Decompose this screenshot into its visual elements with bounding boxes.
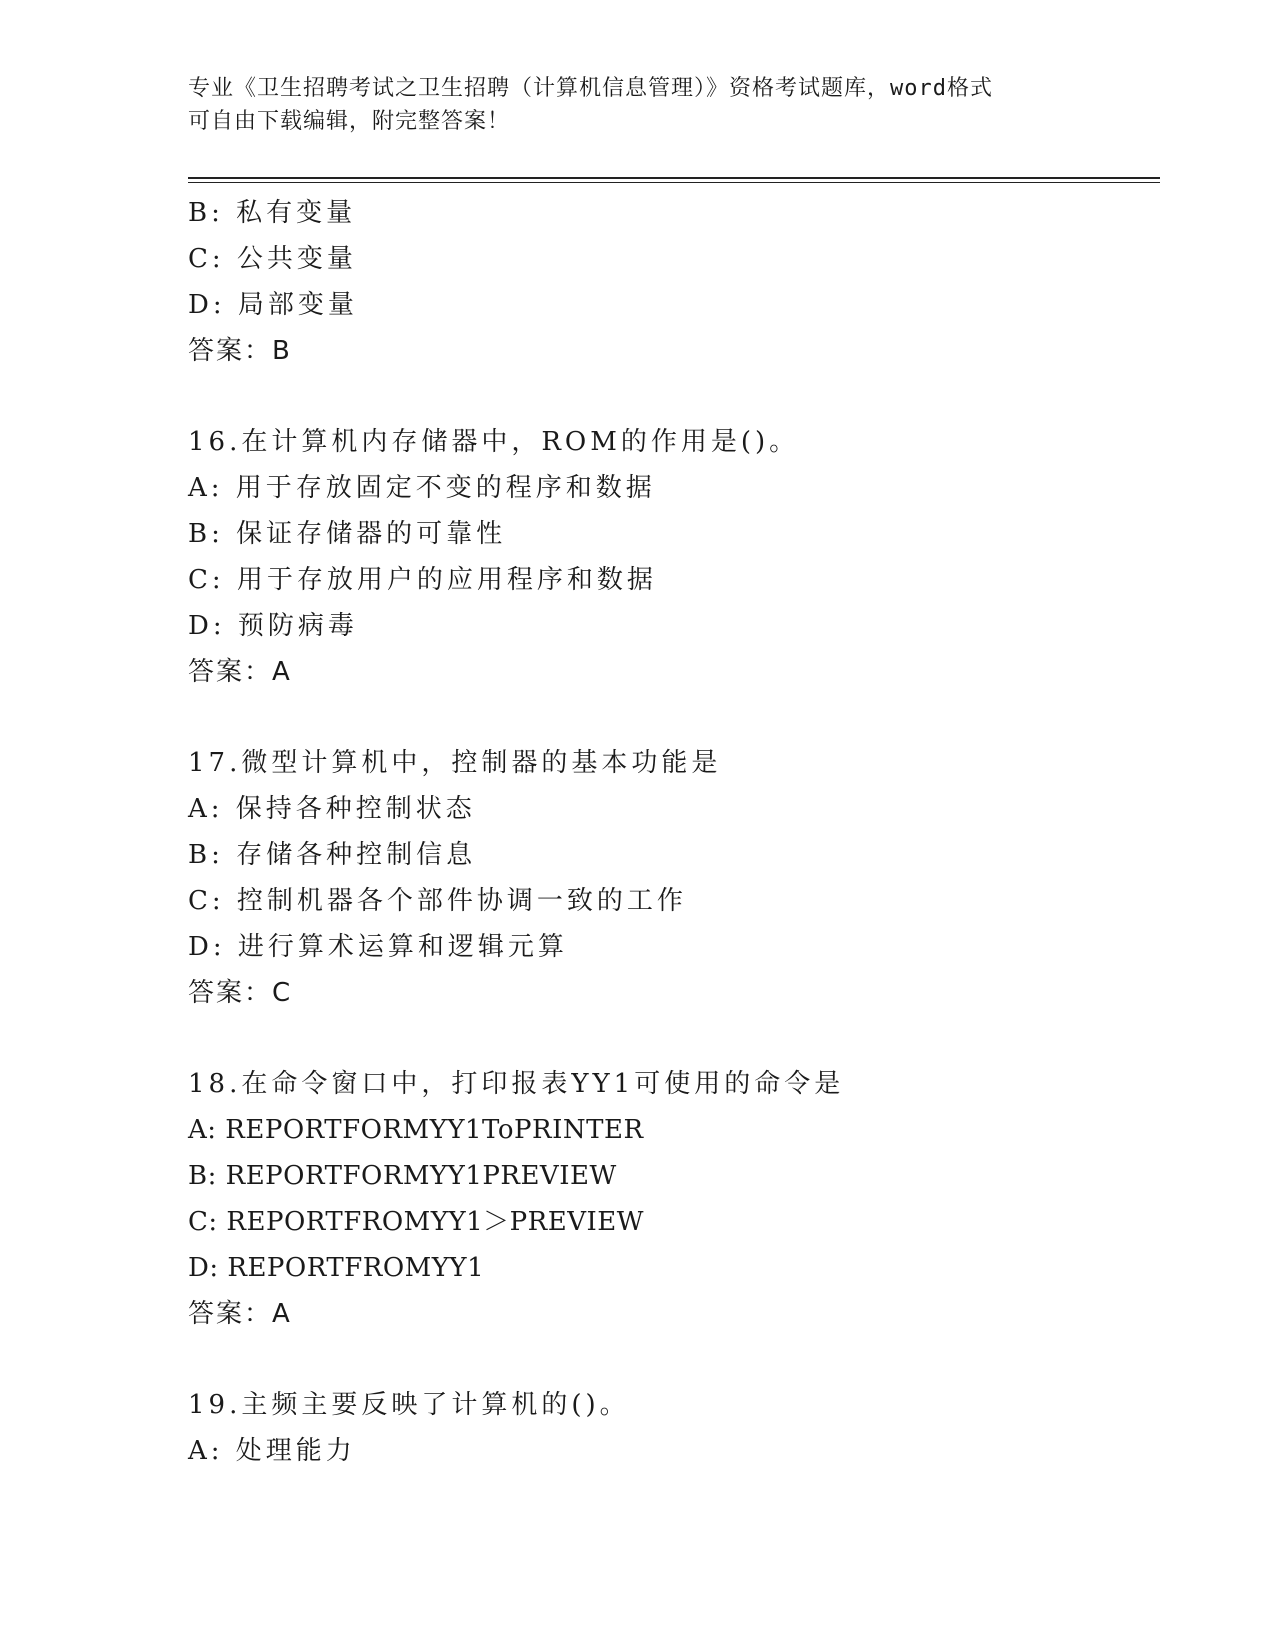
question-block-16	[188, 419, 1148, 695]
option-b: B: 私有变量	[188, 198, 357, 228]
question-list	[188, 190, 1148, 1474]
question-block-17	[188, 740, 1148, 1016]
question-stem: 19.主频主要反映了计算机的()。	[188, 1390, 630, 1420]
option-c: C: REPORTFROMYY1＞PREVIEW	[188, 1207, 644, 1237]
spacer	[188, 374, 1148, 419]
option-d: D: 预防病毒	[188, 611, 358, 641]
option-a: A: 处理能力	[188, 1436, 356, 1466]
option-d: D: REPORTFROMYY1	[188, 1253, 485, 1283]
question-stem: 16.在计算机内存储器中，ROM的作用是()。	[188, 427, 800, 457]
option-d: D: 进行算术运算和逻辑元算	[188, 932, 568, 962]
option-b: B: 存储各种控制信息	[188, 840, 477, 870]
spacer	[188, 1337, 1148, 1382]
option-a: A: REPORTFORMYY1ToPRINTER	[188, 1115, 644, 1145]
answer-line: 答案：B	[188, 336, 292, 366]
question-block-18	[188, 1061, 1148, 1337]
header-divider-thin	[188, 182, 1160, 183]
option-c: C: 控制机器各个部件协调一致的工作	[188, 886, 687, 916]
question-stem: 17.微型计算机中，控制器的基本功能是	[188, 748, 722, 778]
answer-line: 答案：C	[188, 978, 293, 1008]
option-b: B: 保证存储器的可靠性	[188, 519, 507, 549]
header-line-1: 专业《卫生招聘考试之卫生招聘（计算机信息管理）》资格考试题库，word格式	[188, 76, 993, 101]
header-divider-thick	[188, 177, 1160, 179]
answer-line: 答案：A	[188, 1299, 292, 1329]
option-d: D: 局部变量	[188, 290, 358, 320]
option-b: B: REPORTFORMYY1PREVIEW	[188, 1161, 617, 1191]
option-a: A: 保持各种控制状态	[188, 794, 476, 824]
question-stem: 18.在命令窗口中，打印报表YY1可使用的命令是	[188, 1069, 845, 1099]
option-a: A: 用于存放固定不变的程序和数据	[188, 473, 656, 503]
question-block-15-continued	[188, 190, 1148, 374]
spacer	[188, 1016, 1148, 1061]
header-line-2: 可自由下载编辑，附完整答案！	[188, 109, 511, 134]
spacer	[188, 695, 1148, 740]
option-c: C: 公共变量	[188, 244, 357, 274]
document-header	[188, 72, 1088, 138]
question-block-19	[188, 1382, 1148, 1474]
option-c: C: 用于存放用户的应用程序和数据	[188, 565, 657, 595]
answer-line: 答案：A	[188, 657, 292, 687]
